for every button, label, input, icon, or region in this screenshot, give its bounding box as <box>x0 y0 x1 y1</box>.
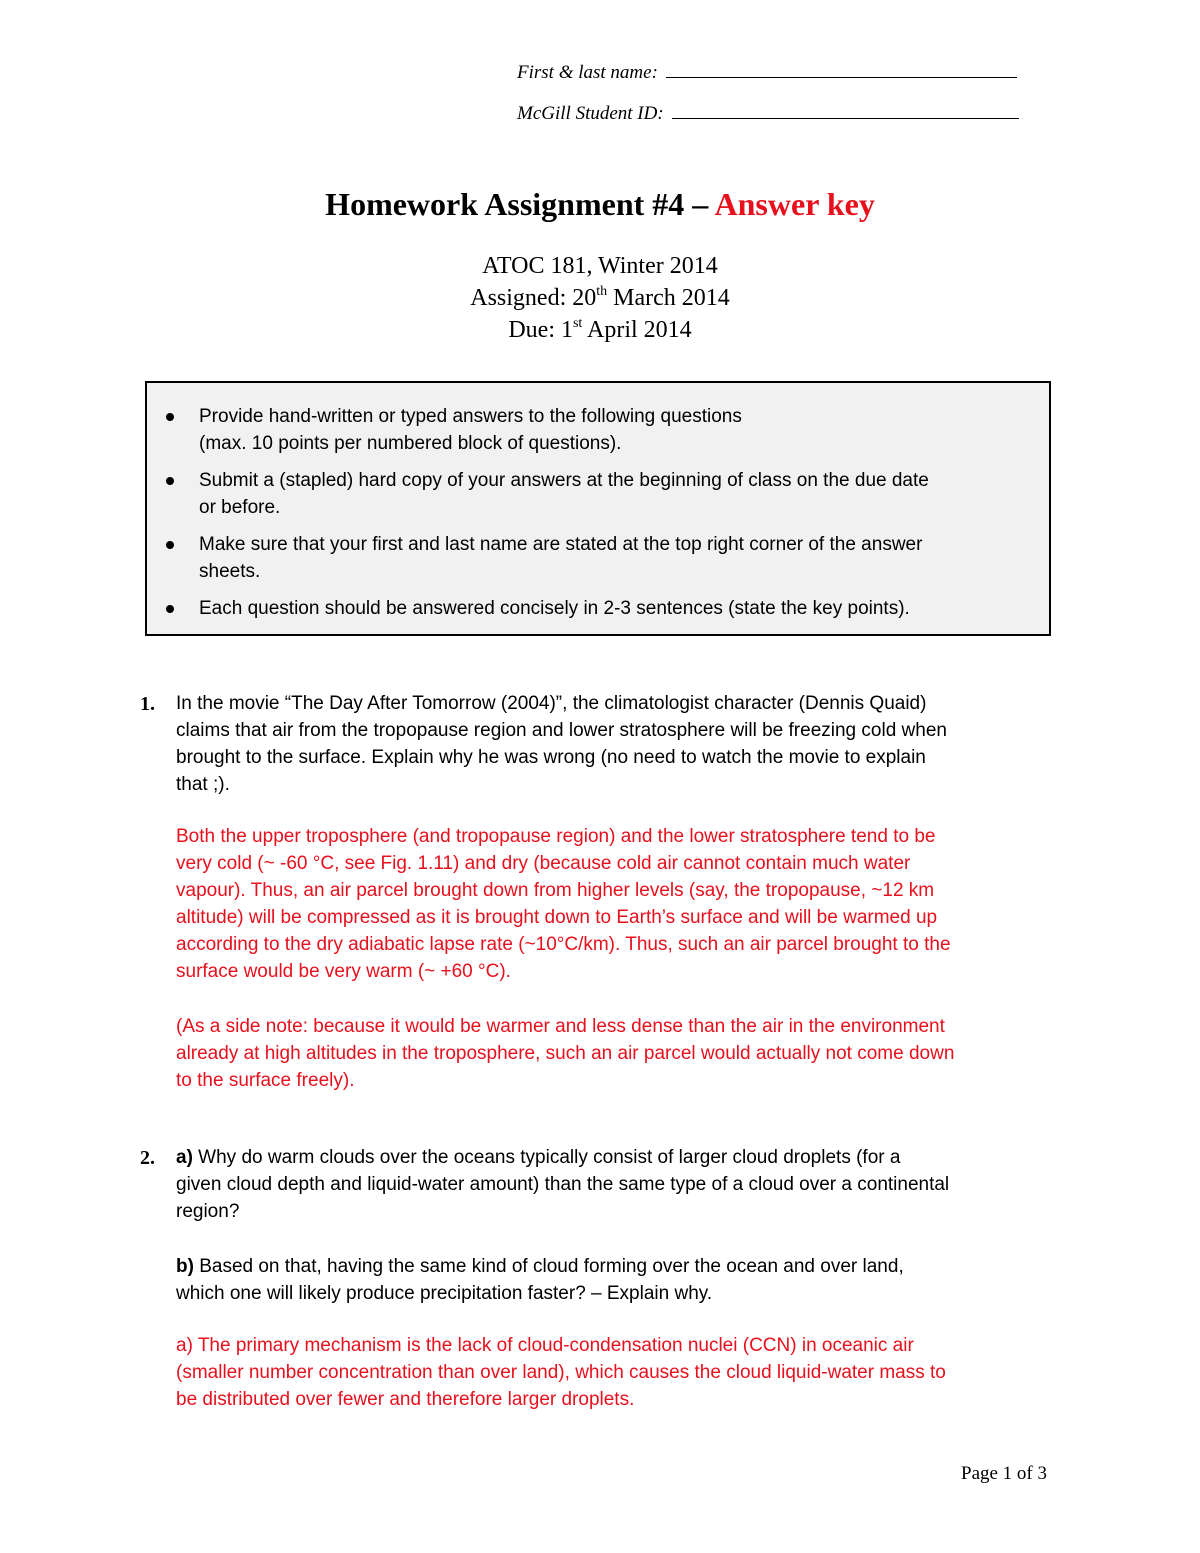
name-field <box>517 62 1017 84</box>
text-line: vapour). Thus, an air parcel brought down from higher levels (say, the tropopause, ~12 km <box>176 880 935 901</box>
text-segment: Why do warm clouds over the oceans typically consist of larger cloud droplets (for a <box>192 1147 901 1168</box>
assigned-prefix: Assigned: 20 <box>470 285 597 311</box>
title-main: Homework Assignment #4 – <box>325 186 709 222</box>
text-line: that ;). <box>176 774 230 795</box>
question-number: 1. <box>140 693 155 715</box>
text-line: very cold (~ -60 °C, see Fig. 1.11) and dry (because cold air cannot contain much water <box>176 853 911 874</box>
text-line: surface would be very warm (~ +60 °C). <box>176 961 511 982</box>
student-id-blank-line <box>672 117 1019 119</box>
due-date <box>0 317 1200 344</box>
text-line: which one will likely produce precipitation faster? – Explain why. <box>176 1283 713 1304</box>
instruction-line: Submit a (stapled) hard copy of your answers at the beginning of class on the due date <box>199 470 929 491</box>
text-line: to the surface freely). <box>176 1070 355 1091</box>
part-label: a) <box>176 1147 193 1168</box>
student-id-label: McGill Student ID: <box>517 103 664 124</box>
instruction-line: or before. <box>199 497 281 518</box>
part-label: b) <box>176 1256 194 1277</box>
title-highlight: Answer key <box>714 186 875 222</box>
question-text <box>176 690 1066 798</box>
text-line: claims that air from the tropopause region and lower stratosphere will be freezing cold when <box>176 720 947 741</box>
bullet-icon <box>166 413 174 421</box>
course-line: ATOC 181, Winter 2014 <box>482 253 718 279</box>
page-title <box>0 186 1200 223</box>
text-line: brought to the surface. Explain why he was wrong (no need to watch the movie to explain <box>176 747 926 768</box>
text-line: (smaller number concentration than over land), which causes the cloud liquid-water mass to <box>176 1362 946 1383</box>
instruction-line: Make sure that your first and last name are stated at the top right corner of the answer <box>199 534 923 555</box>
student-id-field <box>517 103 1019 125</box>
assigned-suffix: March 2014 <box>607 285 730 311</box>
answer-text <box>176 823 1066 985</box>
due-suffix: April 2014 <box>582 317 692 343</box>
assigned-sup: th <box>596 284 608 299</box>
bullet-icon <box>166 541 174 549</box>
instruction-line: (max. 10 points per numbered block of questions). <box>199 433 622 454</box>
text-line <box>176 1253 1066 1280</box>
text-line: already at high altitudes in the troposphere, such an air parcel would actually not come down <box>176 1043 955 1064</box>
instruction-line: Each question should be answered concisely in 2-3 sentences (state the key points). <box>199 598 910 619</box>
text-line: altitude) will be compressed as it is brought down to Earth’s surface and will be warmed up <box>176 907 938 928</box>
question-text-a <box>176 1144 1066 1225</box>
due-prefix: Due: 1 <box>508 317 573 343</box>
text-line: In the movie “The Day After Tomorrow (2004)”, the climatologist character (Dennis Quaid) <box>176 693 927 714</box>
due-sup: st <box>572 316 583 331</box>
bullet-icon <box>166 605 174 613</box>
question-text-b <box>176 1253 1066 1307</box>
text-line: Both the upper troposphere (and tropopause region) and the lower stratosphere tend to be <box>176 826 936 847</box>
assigned-date <box>0 285 1200 312</box>
text-line: according to the dry adiabatic lapse rate (~10°C/km). Thus, such an air parcel brought to the <box>176 934 951 955</box>
question-number: 2. <box>140 1147 155 1169</box>
name-blank-line <box>666 76 1017 78</box>
text-line: region? <box>176 1201 240 1222</box>
instructions-box <box>145 381 1051 636</box>
text-segment: Based on that, having the same kind of cloud forming over the ocean and over land, <box>193 1256 904 1277</box>
page-number: Page 1 of 3 <box>961 1463 1048 1484</box>
instruction-line: sheets. <box>199 561 261 582</box>
answer-text <box>176 1332 1066 1413</box>
text-line: given cloud depth and liquid-water amount) than the same type of a cloud over a continental <box>176 1174 950 1195</box>
name-label: First & last name: <box>517 62 658 83</box>
text-line: (As a side note: because it would be warmer and less dense than the air in the environment <box>176 1016 945 1037</box>
bullet-icon <box>166 477 174 485</box>
instruction-line: Provide hand-written or typed answers to the following questions <box>199 406 742 427</box>
text-line: a) The primary mechanism is the lack of cloud-condensation nuclei (CCN) in oceanic air <box>176 1335 914 1356</box>
answer-note <box>176 1013 1066 1094</box>
text-line: be distributed over fewer and therefore larger droplets. <box>176 1389 635 1410</box>
text-line <box>176 1144 1066 1171</box>
